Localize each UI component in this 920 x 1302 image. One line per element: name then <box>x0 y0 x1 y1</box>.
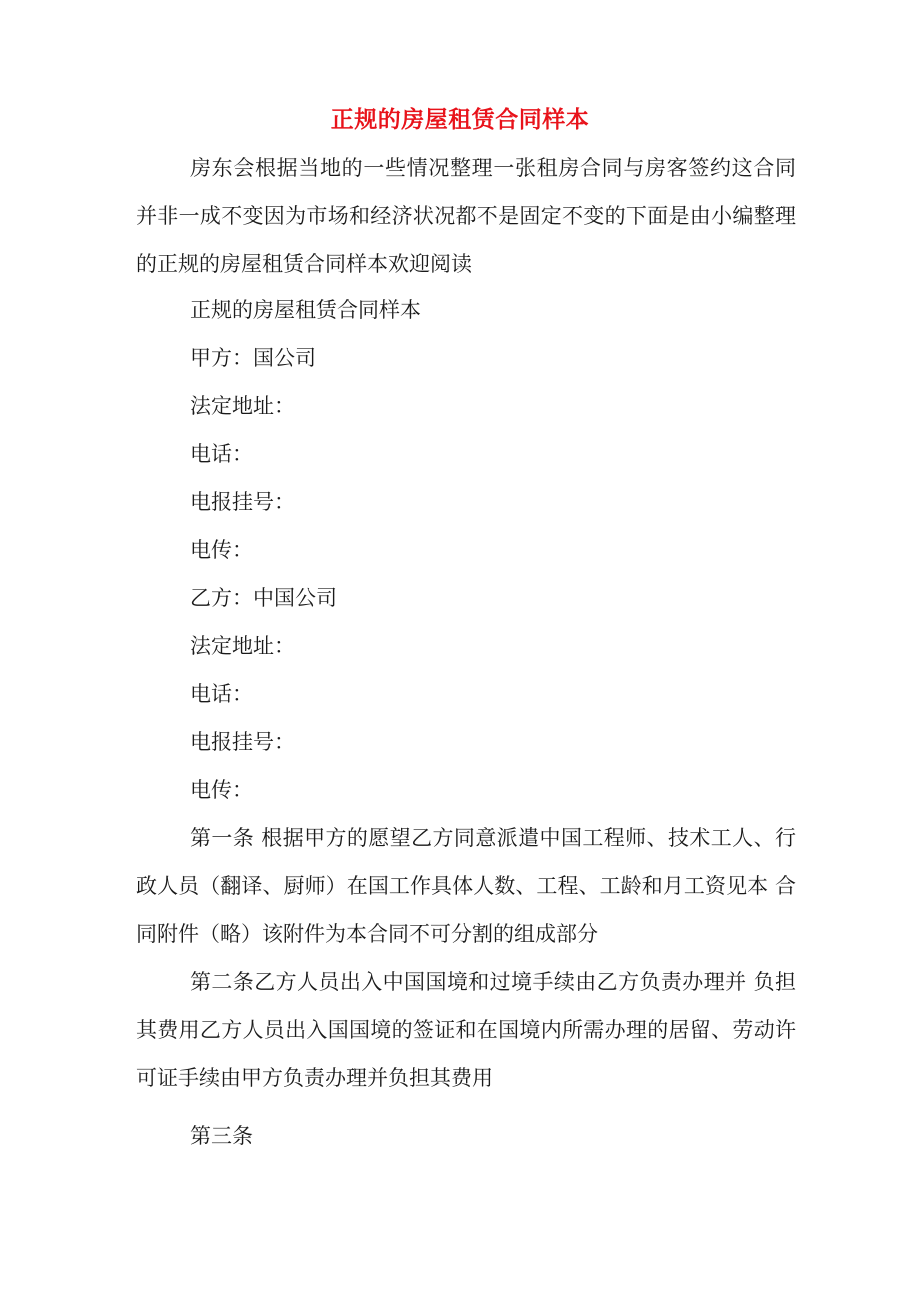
intro-paragraph: 房东会根据当地的一些情况整理一张租房合同与房客签约这合同并非一成不变因为市场和经济状况都不是固定不变的下面是由小编整理的正规的房屋租赁合同样本欢迎阅读 <box>136 156 796 276</box>
party-a-phone: 电话： <box>190 442 253 466</box>
article-3: 第三条 <box>190 1124 253 1148</box>
party-a-name: 甲方：国公司 <box>190 346 316 370</box>
article-1: 第一条 根据甲方的愿望乙方同意派遣中国工程师、技术工人、行政人员（翻译、厨师）在国工作具体人数、工程、工龄和月工资见本 合同附件（略）该附件为本合同不可分割的组成部分 <box>136 826 796 946</box>
party-b-telegraph: 电报挂号： <box>190 730 295 754</box>
document-title: 正规的房屋租赁合同样本 <box>330 106 590 133</box>
article-2: 第二条乙方人员出入中国国境和过境手续由乙方负责办理并 负担其费用乙方人员出入国国境的签证和在国境内所需办理的居留、劳动许可证手续由甲方负责办理并负担其费用 <box>136 970 796 1090</box>
party-a-telegraph: 电报挂号： <box>190 490 295 514</box>
party-a-fax: 电传： <box>190 538 253 562</box>
contract-subtitle: 正规的房屋租赁合同样本 <box>190 298 421 322</box>
party-a-address: 法定地址： <box>190 394 295 418</box>
party-b-address: 法定地址： <box>190 634 295 658</box>
party-b-name: 乙方：中国公司 <box>190 586 337 610</box>
party-b-phone: 电话： <box>190 682 253 706</box>
party-b-fax: 电传： <box>190 778 253 802</box>
